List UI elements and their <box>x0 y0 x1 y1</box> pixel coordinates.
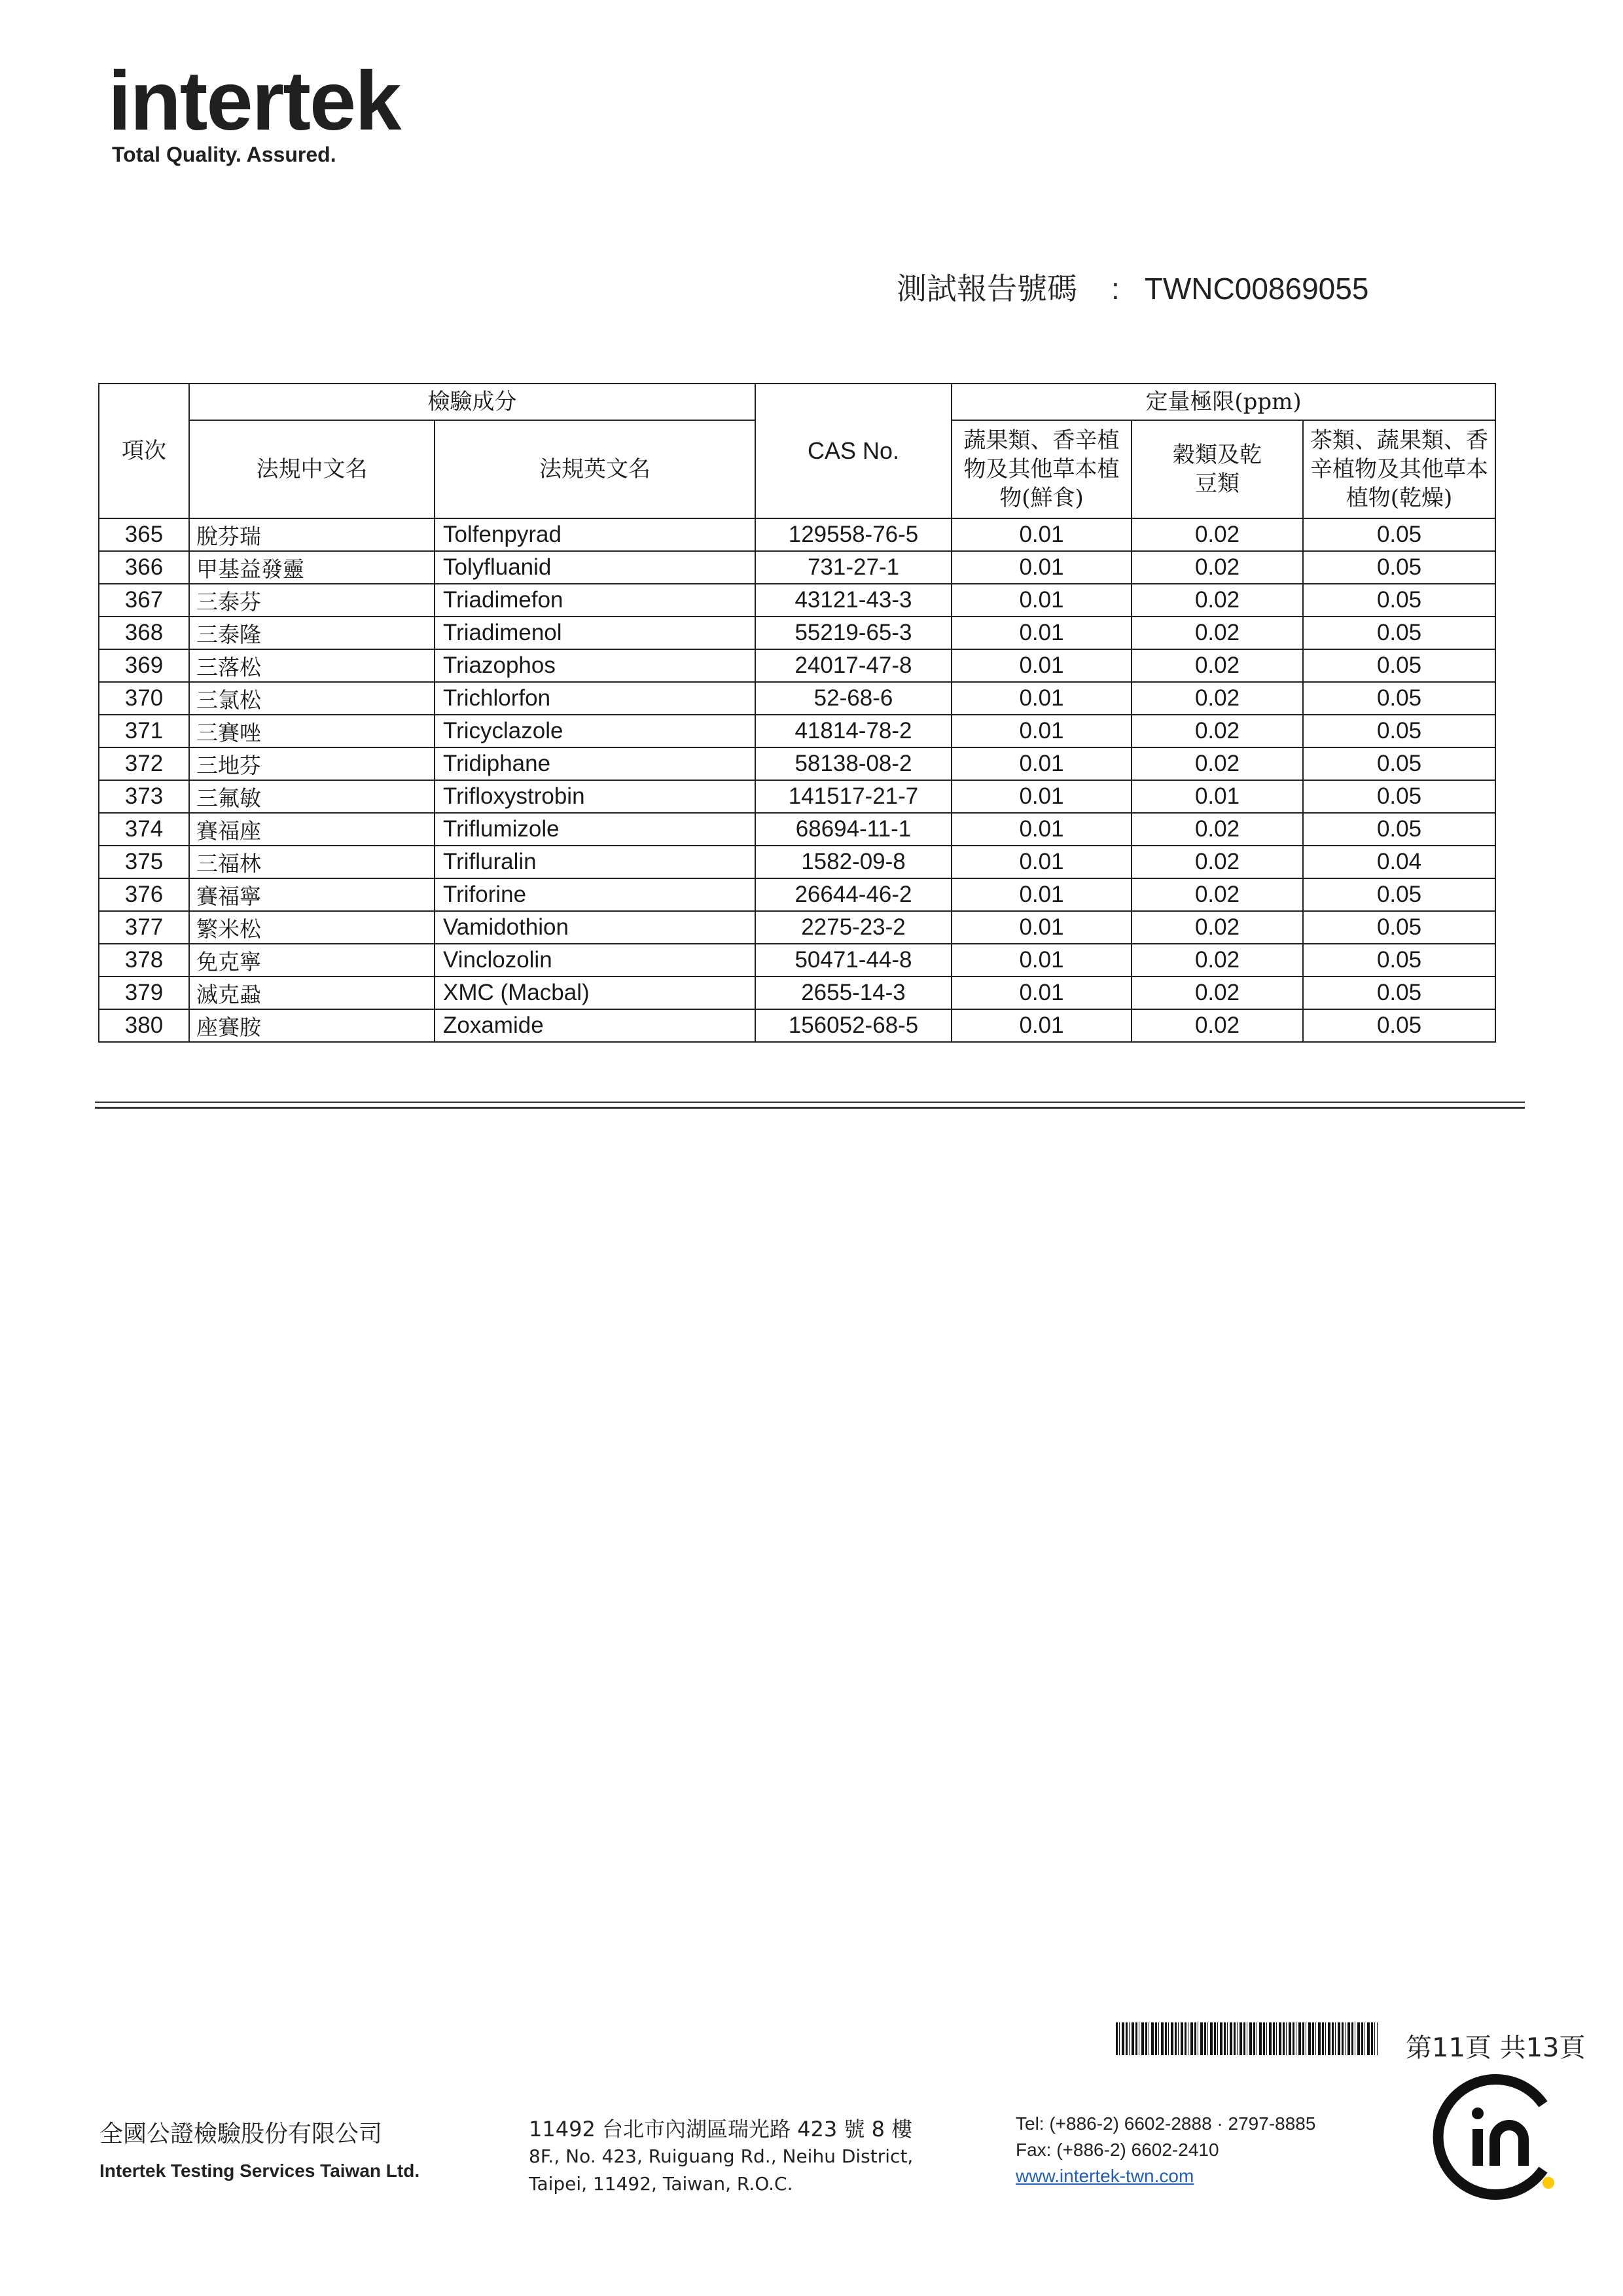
header-zh-name: 法規中文名 <box>189 420 435 518</box>
table-row <box>99 715 1495 747</box>
table-row <box>99 911 1495 944</box>
item-no-cell: 365 <box>99 518 189 551</box>
loq-fresh-cell: 0.01 <box>952 649 1132 682</box>
loq-grain-cell: 0.02 <box>1132 1009 1303 1042</box>
loq-grain-cell: 0.02 <box>1132 518 1303 551</box>
address-en-line2: Taipei, 11492, Taiwan, R.O.C. <box>529 2173 793 2195</box>
table-row <box>99 846 1495 878</box>
table-row <box>99 584 1495 617</box>
zh-name-cell: 三落松 <box>189 649 435 682</box>
header-en-name: 法規英文名 <box>435 420 755 518</box>
barcode <box>1116 2022 1378 2055</box>
report-number-label: 測試報告號碼 <box>897 272 1077 306</box>
header-loq: 定量極限(ppm) <box>952 384 1495 420</box>
item-no-cell: 373 <box>99 780 189 813</box>
loq-fresh-cell: 0.01 <box>952 878 1132 911</box>
cas-cell: 50471-44-8 <box>755 944 952 977</box>
table-row <box>99 649 1495 682</box>
footer-company <box>99 2115 419 2181</box>
loq-grain-cell: 0.02 <box>1132 682 1303 715</box>
en-name-cell: Vinclozolin <box>435 944 755 977</box>
address-zh: 11492 台北市內湖區瑞光路 423 號 8 樓 <box>529 2117 913 2142</box>
loq-fresh-cell: 0.01 <box>952 715 1132 747</box>
table-row <box>99 977 1495 1009</box>
cas-cell: 24017-47-8 <box>755 649 952 682</box>
loq-grain-cell: 0.02 <box>1132 878 1303 911</box>
cas-cell: 52-68-6 <box>755 682 952 715</box>
en-name-cell: Tolfenpyrad <box>435 518 755 551</box>
item-no-cell: 370 <box>99 682 189 715</box>
cas-cell: 129558-76-5 <box>755 518 952 551</box>
item-no-cell: 378 <box>99 944 189 977</box>
results-table <box>98 383 1496 1043</box>
page-number: 第11頁 共13頁 <box>1406 2033 1586 2063</box>
logo-tagline: Total Quality. Assured. <box>112 143 336 166</box>
fax: Fax: (+886-2) 6602-2410 <box>1016 2140 1219 2160</box>
item-no-cell: 374 <box>99 813 189 846</box>
cas-cell: 2275-23-2 <box>755 911 952 944</box>
loq-fresh-cell: 0.01 <box>952 911 1132 944</box>
intertek-logo <box>108 52 448 177</box>
loq-dried-cell: 0.05 <box>1303 944 1495 977</box>
loq-grain-cell: 0.02 <box>1132 649 1303 682</box>
loq-fresh-cell: 0.01 <box>952 682 1132 715</box>
table-row <box>99 617 1495 649</box>
zh-name-cell: 三泰隆 <box>189 617 435 649</box>
table-row <box>99 747 1495 780</box>
loq-dried-cell: 0.05 <box>1303 911 1495 944</box>
item-no-cell: 377 <box>99 911 189 944</box>
telephone: Tel: (+886-2) 6602-2888 · 2797-8885 <box>1016 2113 1316 2134</box>
zh-name-cell: 免克寧 <box>189 944 435 977</box>
report-number-colon: : <box>1111 272 1120 306</box>
loq-fresh-cell: 0.01 <box>952 1009 1132 1042</box>
zh-name-cell: 賽福寧 <box>189 878 435 911</box>
loq-dried-cell: 0.05 <box>1303 747 1495 780</box>
cas-cell: 43121-43-3 <box>755 584 952 617</box>
footer-contact <box>1016 2111 1315 2189</box>
cas-cell: 55219-65-3 <box>755 617 952 649</box>
loq-dried-cell: 0.05 <box>1303 617 1495 649</box>
table-row <box>99 1009 1495 1042</box>
en-name-cell: Tricyclazole <box>435 715 755 747</box>
en-name-cell: Trifluralin <box>435 846 755 878</box>
item-no-cell: 367 <box>99 584 189 617</box>
loq-dried-cell: 0.05 <box>1303 813 1495 846</box>
loq-grain-cell: 0.02 <box>1132 944 1303 977</box>
company-name-zh: 全國公證檢驗股份有限公司 <box>99 2121 383 2147</box>
zh-name-cell: 三福林 <box>189 846 435 878</box>
item-no-cell: 369 <box>99 649 189 682</box>
cas-cell: 26644-46-2 <box>755 878 952 911</box>
loq-dried-cell: 0.05 <box>1303 551 1495 584</box>
table-body <box>99 518 1495 1042</box>
zh-name-cell: 三氟敏 <box>189 780 435 813</box>
item-no-cell: 379 <box>99 977 189 1009</box>
item-no-cell: 368 <box>99 617 189 649</box>
item-no-cell: 380 <box>99 1009 189 1042</box>
loq-fresh-cell: 0.01 <box>952 780 1132 813</box>
zh-name-cell: 三氯松 <box>189 682 435 715</box>
intertek-badge-icon <box>1432 2072 1563 2202</box>
loq-grain-cell: 0.01 <box>1132 780 1303 813</box>
loq-dried-cell: 0.05 <box>1303 780 1495 813</box>
loq-grain-cell: 0.02 <box>1132 977 1303 1009</box>
loq-dried-cell: 0.05 <box>1303 977 1495 1009</box>
loq-grain-cell: 0.02 <box>1132 813 1303 846</box>
loq-fresh-cell: 0.01 <box>952 977 1132 1009</box>
table-row <box>99 551 1495 584</box>
zh-name-cell: 脫芬瑞 <box>189 518 435 551</box>
loq-grain-cell: 0.02 <box>1132 747 1303 780</box>
loq-dried-cell: 0.05 <box>1303 649 1495 682</box>
cas-cell: 68694-11-1 <box>755 813 952 846</box>
loq-fresh-cell: 0.01 <box>952 944 1132 977</box>
en-name-cell: Triadimenol <box>435 617 755 649</box>
loq-fresh-cell: 0.01 <box>952 813 1132 846</box>
item-no-cell: 375 <box>99 846 189 878</box>
loq-dried-cell: 0.05 <box>1303 682 1495 715</box>
loq-dried-cell: 0.05 <box>1303 878 1495 911</box>
table-row <box>99 780 1495 813</box>
en-name-cell: Tridiphane <box>435 747 755 780</box>
zh-name-cell: 滅克蝨 <box>189 977 435 1009</box>
table-row <box>99 944 1495 977</box>
loq-dried-cell: 0.04 <box>1303 846 1495 878</box>
company-name-en: Intertek Testing Services Taiwan Ltd. <box>99 2161 420 2181</box>
zh-name-cell: 座賽胺 <box>189 1009 435 1042</box>
cas-cell: 2655-14-3 <box>755 977 952 1009</box>
en-name-cell: Triflumizole <box>435 813 755 846</box>
loq-fresh-cell: 0.01 <box>952 747 1132 780</box>
table-row <box>99 878 1495 911</box>
header-component: 檢驗成分 <box>189 384 755 420</box>
cas-cell: 58138-08-2 <box>755 747 952 780</box>
loq-fresh-cell: 0.01 <box>952 551 1132 584</box>
loq-dried-cell: 0.05 <box>1303 584 1495 617</box>
en-name-cell: Triforine <box>435 878 755 911</box>
divider-rule <box>95 1102 1525 1109</box>
table-row <box>99 518 1495 551</box>
en-name-cell: Trichlorfon <box>435 682 755 715</box>
header-item-no: 項次 <box>99 384 189 518</box>
en-name-cell: Tolyfluanid <box>435 551 755 584</box>
logo-wordmark: intertek <box>108 54 401 148</box>
en-name-cell: Trifloxystrobin <box>435 780 755 813</box>
cas-cell: 141517-21-7 <box>755 780 952 813</box>
loq-grain-cell: 0.02 <box>1132 617 1303 649</box>
loq-grain-cell: 0.02 <box>1132 846 1303 878</box>
header-cas: CAS No. <box>755 384 952 518</box>
footer-address <box>529 2115 913 2198</box>
header-loq-dried: 茶類、蔬果類、香辛植物及其他草本植物(乾燥) <box>1303 420 1495 518</box>
zh-name-cell: 繁米松 <box>189 911 435 944</box>
loq-fresh-cell: 0.01 <box>952 584 1132 617</box>
item-no-cell: 376 <box>99 878 189 911</box>
cas-cell: 41814-78-2 <box>755 715 952 747</box>
address-en-line1: 8F., No. 423, Ruiguang Rd., Neihu District, <box>529 2145 914 2167</box>
loq-fresh-cell: 0.01 <box>952 846 1132 878</box>
loq-dried-cell: 0.05 <box>1303 518 1495 551</box>
loq-dried-cell: 0.05 <box>1303 715 1495 747</box>
zh-name-cell: 三地芬 <box>189 747 435 780</box>
loq-grain-cell: 0.02 <box>1132 715 1303 747</box>
loq-fresh-cell: 0.01 <box>952 518 1132 551</box>
en-name-cell: Triazophos <box>435 649 755 682</box>
loq-dried-cell: 0.05 <box>1303 1009 1495 1042</box>
item-no-cell: 371 <box>99 715 189 747</box>
header-loq-fresh: 蔬果類、香辛植物及其他草本植物(鮮食) <box>952 420 1132 518</box>
table-row <box>99 813 1495 846</box>
cas-cell: 156052-68-5 <box>755 1009 952 1042</box>
loq-grain-cell: 0.02 <box>1132 551 1303 584</box>
item-no-cell: 366 <box>99 551 189 584</box>
zh-name-cell: 甲基益發靈 <box>189 551 435 584</box>
cas-cell: 1582-09-8 <box>755 846 952 878</box>
en-name-cell: Vamidothion <box>435 911 755 944</box>
cas-cell: 731-27-1 <box>755 551 952 584</box>
loq-grain-cell: 0.02 <box>1132 911 1303 944</box>
loq-grain-cell: 0.02 <box>1132 584 1303 617</box>
item-no-cell: 372 <box>99 747 189 780</box>
header-loq-grain: 穀類及乾豆類 <box>1132 420 1303 518</box>
en-name-cell: Triadimefon <box>435 584 755 617</box>
website-link[interactable]: www.intertek-twn.com <box>1016 2166 1194 2186</box>
zh-name-cell: 賽福座 <box>189 813 435 846</box>
report-number-value: TWNC00869055 <box>1144 272 1369 306</box>
table-row <box>99 682 1495 715</box>
zh-name-cell: 三泰芬 <box>189 584 435 617</box>
en-name-cell: XMC (Macbal) <box>435 977 755 1009</box>
report-number-line <box>897 265 1368 308</box>
loq-fresh-cell: 0.01 <box>952 617 1132 649</box>
en-name-cell: Zoxamide <box>435 1009 755 1042</box>
zh-name-cell: 三賽唑 <box>189 715 435 747</box>
